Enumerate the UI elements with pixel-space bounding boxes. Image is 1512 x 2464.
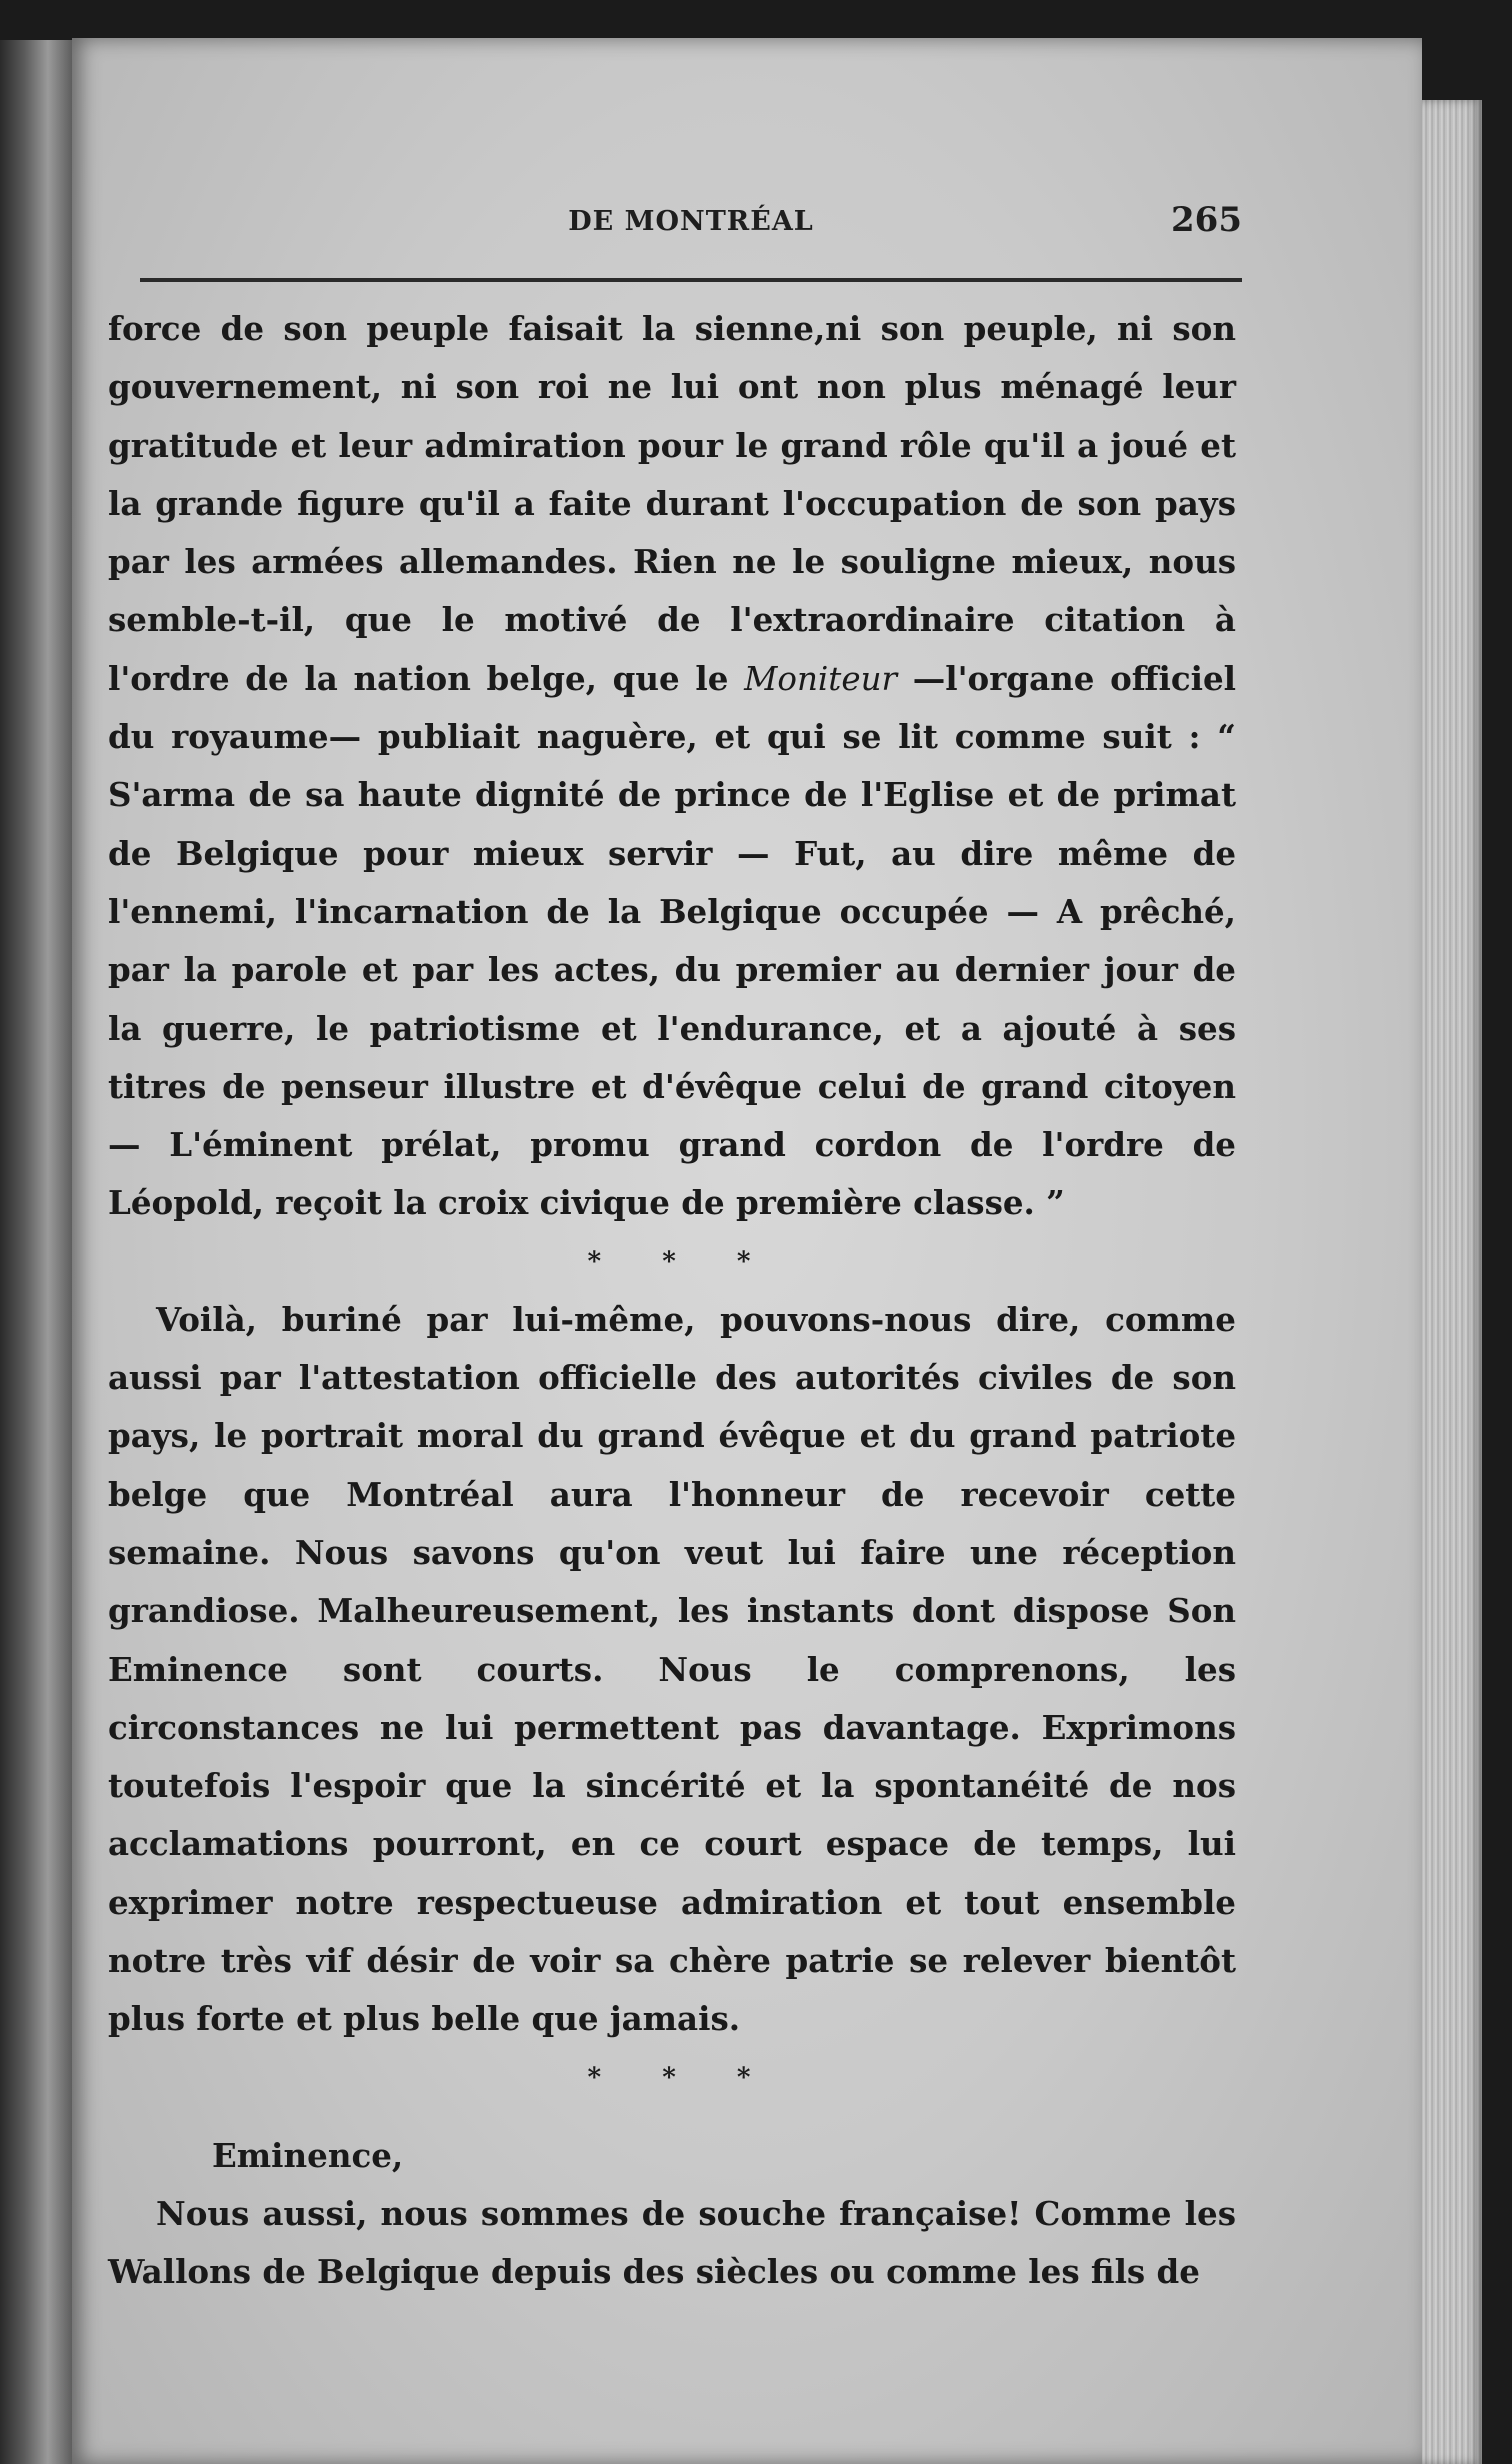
running-header bbox=[140, 200, 1242, 248]
moniteur-title: Moniteur bbox=[744, 659, 898, 698]
facing-page-binding bbox=[0, 40, 80, 2464]
page-edges bbox=[1422, 100, 1482, 2464]
paragraph-1-part-b: —l'organe officiel du royaume— publiait naguère, et qui se lit comme suit : “ S'arma de sa haute dignité de prince de l'Eglise et de primat de Belgique pour mieux servir — Fut, au dire même de l'ennemi, l'incarnation de la Belgique occupée — A prêché, par la parole et par les actes, du premier au dernier jour de la guerre, le patriotisme et l'endurance, et a ajouté à ses titres de penseur illustre et d'évêque celui de grand citoyen — L'éminent prélat, promu grand cordon de l'ordre de Léopold, reçoit la croix civique de première classe. ” bbox=[108, 658, 1236, 1223]
paragraph-2: Voilà, buriné par lui-même, pouvons-nous dire, comme aussi par l'attestation officielle des autorités civiles de son pays, le portrait moral du grand évêque et du grand patriote belge que Montréal aura l'honneur de recevoir cette semaine. Nous savons qu'on veut lui faire une réception grandiose. Malheureusement, les instants dont dispose Son Eminence sont courts. Nous le comprenons, les circonstances ne lui permettent pas davantage. Exprimons toutefois l'espoir que la sincérité et la spontanéité de nos acclamations pourront, en ce court espace de temps, lui exprimer notre respectueuse admiration et tout ensemble notre très vif désir de voir sa chère patrie se relever bientôt plus forte et plus belle que jamais. bbox=[108, 1299, 1236, 2039]
paragraph-3: Nous aussi, nous sommes de souche française! Comme les Wallons de Belgique depuis des siècles ou comme les fils de bbox=[108, 2193, 1236, 2292]
section-separator: * * * bbox=[587, 2062, 777, 2093]
paragraph-1-part-a: force de son peuple faisait la sienne,ni son peuple, ni son gouvernement, ni son roi ne lui ont non plus ménagé leur gratitude et leur admiration pour le grand rôle qu'il a joué et la grande figure qu'il a faite durant l'occupation de son pays par les armées allemandes. Rien ne le souligne mieux, nous semble-t-il, que le motivé de l'extraordinaire citation à l'ordre de la nation belge, que le bbox=[108, 309, 1236, 698]
header-rule bbox=[140, 278, 1242, 282]
page-number: 265 bbox=[1171, 200, 1242, 240]
paragraph-1 bbox=[108, 300, 1236, 1233]
salutation: Eminence, bbox=[212, 2135, 404, 2175]
body-text bbox=[108, 300, 1236, 2302]
section-separator: * * * bbox=[587, 1246, 777, 1277]
running-title: DE MONTRÉAL bbox=[568, 206, 814, 237]
